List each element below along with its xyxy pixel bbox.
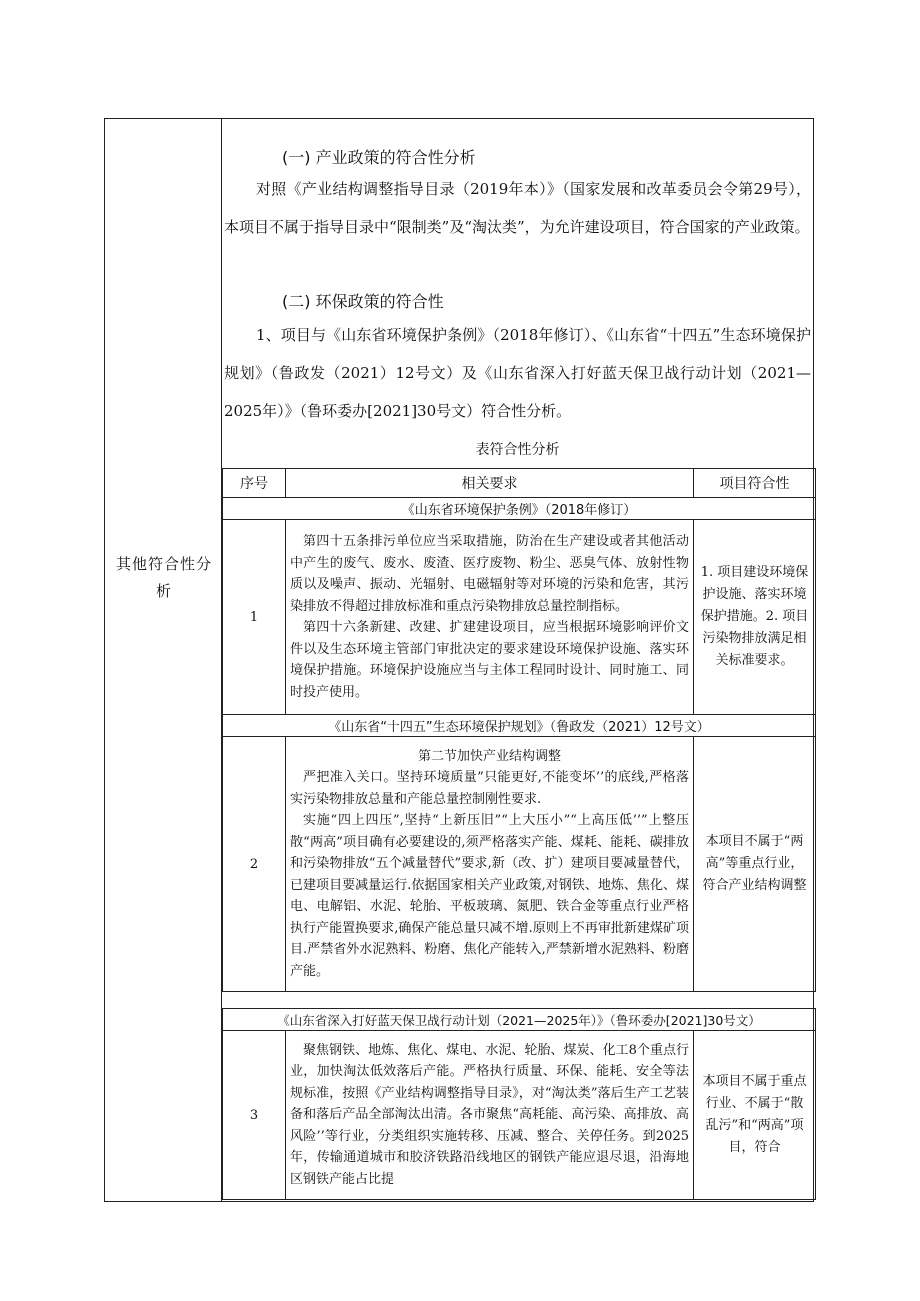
row-requirement bbox=[286, 520, 694, 715]
header-no: 序号 bbox=[223, 469, 286, 498]
row-compliance: 本项目不属于“两高”等重点行业，符合产业结构调整 bbox=[694, 737, 816, 992]
row-no: 1 bbox=[223, 520, 286, 715]
table-caption: 表符合性分析 bbox=[475, 442, 560, 458]
requirement-text: 第四十六条新建、改建、扩建建设项目，应当根据环境影响评价文件以及生态环境主管部门审批决定的要求建设环境保护设施、落实环境保护措施。环境保护设施应当与主体工程同时设计、同时施工、同时投产使用。 bbox=[290, 620, 689, 700]
section2-title: (二) 环保政策的符合性 bbox=[282, 292, 444, 311]
table-row bbox=[223, 1031, 816, 1200]
header-requirement: 相关要求 bbox=[286, 469, 694, 498]
row-requirement bbox=[286, 737, 694, 992]
compliance-table bbox=[222, 468, 816, 1200]
row-no: 3 bbox=[223, 1031, 286, 1200]
group-title: 《山东省深入打好蓝天保卫战行动计划（2021—2025年）》（鲁环委办[2021]30号文） bbox=[223, 1009, 816, 1031]
requirement-text: 第四十五条排污单位应当采取措施，防治在生产建设或者其他活动中产生的废气、废水、废渣、医疗废物、粉尘、恶臭气体、放射性物质以及噪声、振动、光辐射、电磁辐射等对环境的污染和危害，其污染排放不得超过排放标准和重点污染物排放总量控制指标。 bbox=[290, 534, 689, 614]
group-title: 《山东省“十四五”生态环境保护规划》（鲁政发（2021）12号文） bbox=[223, 715, 816, 737]
requirement-text: 实施“四上四压”,坚持“上新压旧”“上大压小”“上高压低’’”上整压散“两高”项目确有必要建设的,须严格落实产能、煤耗、能耗、碳排放和污染物排放“五个减量替代”要求,新（改、扩）建项目要减量替代，已建项目要减量运行.依据国家相关产业政策,对钢铁、地炼、焦化、煤电、电解铝、水泥、轮胎、平板玻璃、氮肥、铁合金等重点行业严格执行产能置换要求,确保产能总量只减不增.原则上不再审批新建煤矿项目.严禁省外水泥熟料、粉磨、焦化产能转入,严禁新增水泥熟料、粉磨产能。 bbox=[290, 813, 689, 979]
section1-title: (一) 产业政策的符合性分析 bbox=[282, 148, 476, 167]
requirement-heading: 第二节加快产业结构调整 bbox=[417, 748, 561, 764]
group-title-row bbox=[223, 1009, 816, 1031]
row-compliance: 本项目不属于重点行业、不属于“散乱污”和“两高”项目，符合 bbox=[694, 1031, 816, 1200]
requirement-text: 严把准入关口。坚持环境质量”只能更好,不能变坏’’的底线,严格落实污染物排放总量和产能总量控制刚性要求. bbox=[290, 770, 689, 807]
group-title: 《山东省环境保护条例》（2018年修订） bbox=[223, 498, 816, 520]
requirement-text: 聚焦钢铁、地炼、焦化、煤电、水泥、轮胎、煤炭、化工8个重点行业，加快淘汰低效落后产能。严格执行质量、环保、能耗、安全等法规标准，按照《产业结构调整指导目录》，对“淘汰类”落后生产工艺装备和落后产品全部淘汰出清。各市聚焦“高耗能、高污染、高排放、高风险’’等行业，分类组织实施转移、压减、整合、关停任务。到2025年，传输通道城市和胶济铁路沿线地区的钢铁产能应退尽退，沿海地区钢铁产能占比提 bbox=[290, 1042, 689, 1187]
form-table bbox=[104, 118, 814, 1202]
section2-body: 1、项目与《山东省环境保护条例》（2018年修订）、《山东省“十四五”生态环境保护规划》（鲁政发（2021）12号文）及《山东省深入打好蓝天保卫战行动计划（2021—2025年）》（鲁环委办[2021]30号文）符合性分析。 bbox=[224, 326, 811, 420]
row-requirement bbox=[286, 1031, 694, 1200]
table-row bbox=[223, 520, 816, 715]
row-compliance: 1. 项目建设环境保护设施、落实环境保护措施。2. 项目污染物排放满足相关标准要求。 bbox=[694, 520, 816, 715]
row-no: 2 bbox=[223, 737, 286, 992]
left-label: 其他符合性分析 bbox=[115, 555, 212, 600]
left-column bbox=[105, 119, 222, 1201]
section1-body: 对照《产业结构调整指导目录（2019年本）》（国家发展和改革委员会令第29号），本项目不属于指导目录中“限制类”及“淘汰类”，为允许建设项目，符合国家的产业政策。 bbox=[224, 180, 811, 236]
group-title-row bbox=[223, 715, 816, 737]
table-row bbox=[223, 737, 816, 992]
group-title-row bbox=[223, 498, 816, 520]
right-column bbox=[222, 119, 813, 1201]
table-header-row bbox=[223, 469, 816, 498]
spacer-row bbox=[223, 992, 816, 1009]
header-compliance: 项目符合性 bbox=[694, 469, 816, 498]
